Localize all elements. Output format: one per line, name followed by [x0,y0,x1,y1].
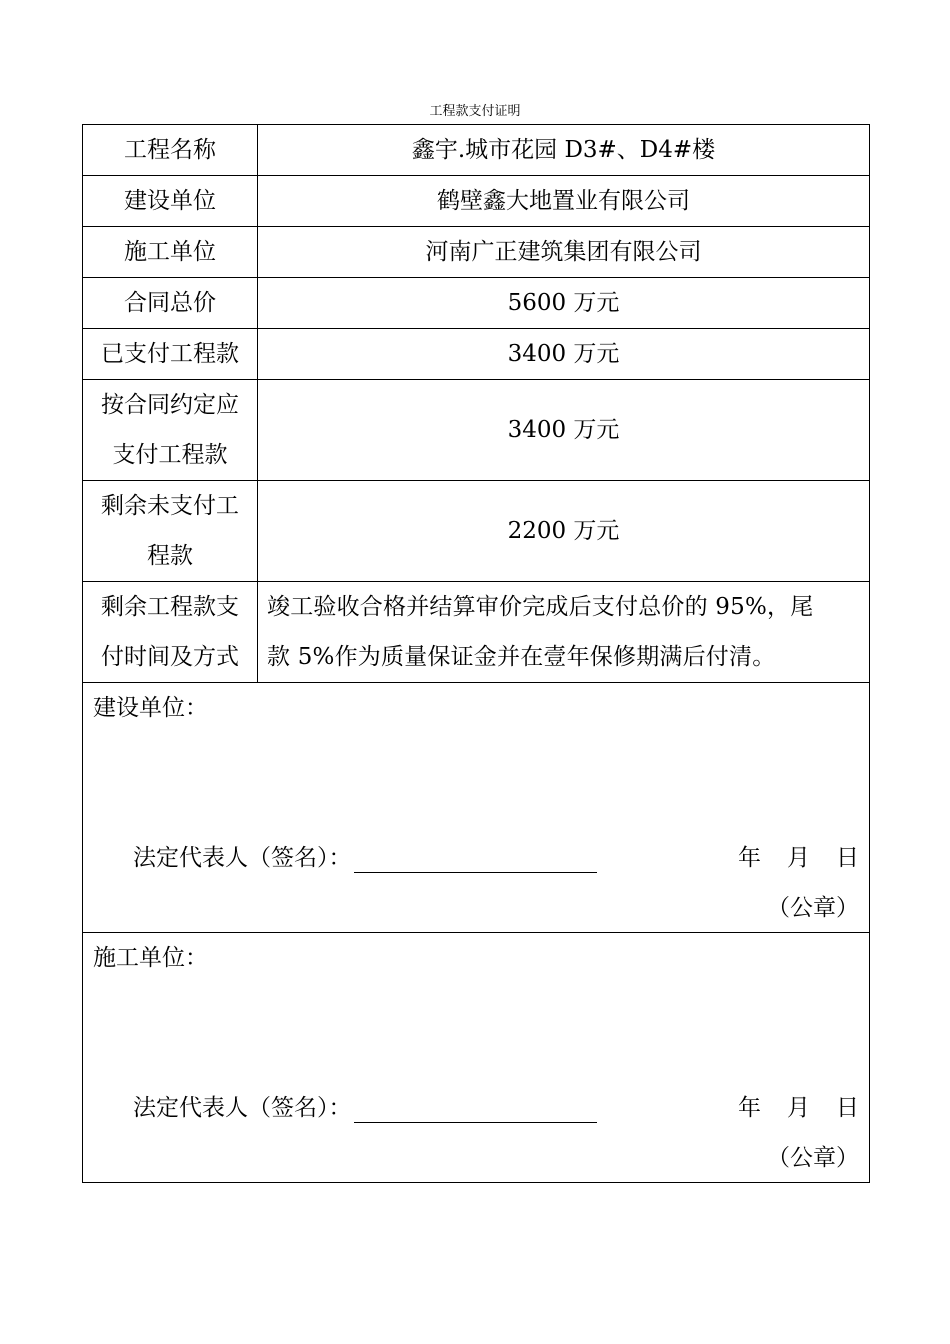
table-row [83,481,870,582]
contract-due-label [83,380,258,481]
payment-terms-label-line1: 剩余工程款支 [101,594,239,620]
contract-due-label-line1: 按合同约定应 [101,392,239,418]
contractor-section-heading: 施工单位： [93,945,208,971]
contractor-seal-label: （公章） [767,1145,859,1171]
owner-date-month: 月 [787,845,810,871]
payment-terms-label [83,582,258,683]
document-title: 工程款支付证明 [429,104,521,119]
table-row [83,176,870,227]
contract-total-value: 5600 万元 [258,278,870,329]
remaining-unpaid-label-line2: 程款 [147,543,193,569]
paid-amount-label: 已支付工程款 [83,329,258,380]
remaining-unpaid-label [83,481,258,582]
owner-seal-label: （公章） [767,895,859,921]
owner-date-day: 日 [836,845,859,871]
contractor-date [738,1093,859,1123]
contract-due-value: 3400 万元 [258,380,870,481]
remaining-unpaid-label-line1: 剩余未支付工 [101,493,239,519]
payment-terms-label-line2: 付时间及方式 [101,644,239,670]
contractor-unit-label: 施工单位 [83,227,258,278]
contract-due-label-line2: 支付工程款 [112,442,228,468]
contractor-rep-label: 法定代表人（签名）： [133,1095,352,1121]
project-name-value: 鑫宇.城市花园 D3#、D4#楼 [258,125,870,176]
owner-signature-cell [83,683,870,933]
owner-date [738,843,859,873]
table-row [83,125,870,176]
owner-signature-line[interactable] [354,850,597,873]
contractor-signature-line[interactable] [354,1100,597,1123]
table-row [83,582,870,683]
table-row [83,227,870,278]
table-row [83,380,870,481]
owner-unit-label: 建设单位 [83,176,258,227]
table-row [83,278,870,329]
owner-date-year: 年 [738,845,761,871]
contractor-signature-cell [83,933,870,1183]
payment-terms-line1: 竣工验收合格并结算审价完成后支付总价的 95%，尾 [267,594,814,620]
payment-terms-line2: 款 5%作为质量保证金并在壹年保修期满后付清。 [267,644,776,670]
payment-certificate-table [82,124,870,1183]
owner-unit-value: 鹤壁鑫大地置业有限公司 [258,176,870,227]
contractor-date-year: 年 [738,1095,761,1121]
owner-representative [133,843,597,873]
contractor-date-day: 日 [836,1095,859,1121]
remaining-unpaid-value: 2200 万元 [258,481,870,582]
project-name-label: 工程名称 [83,125,258,176]
contract-total-label: 合同总价 [83,278,258,329]
owner-section-heading: 建设单位： [93,695,208,721]
contractor-unit-value: 河南广正建筑集团有限公司 [258,227,870,278]
paid-amount-value: 3400 万元 [258,329,870,380]
contractor-signature-row [83,933,870,1183]
table-row [83,329,870,380]
payment-terms-value [258,582,870,683]
owner-rep-label: 法定代表人（签名）： [133,845,352,871]
contractor-date-month: 月 [787,1095,810,1121]
owner-signature-row [83,683,870,933]
contractor-representative [133,1093,597,1123]
